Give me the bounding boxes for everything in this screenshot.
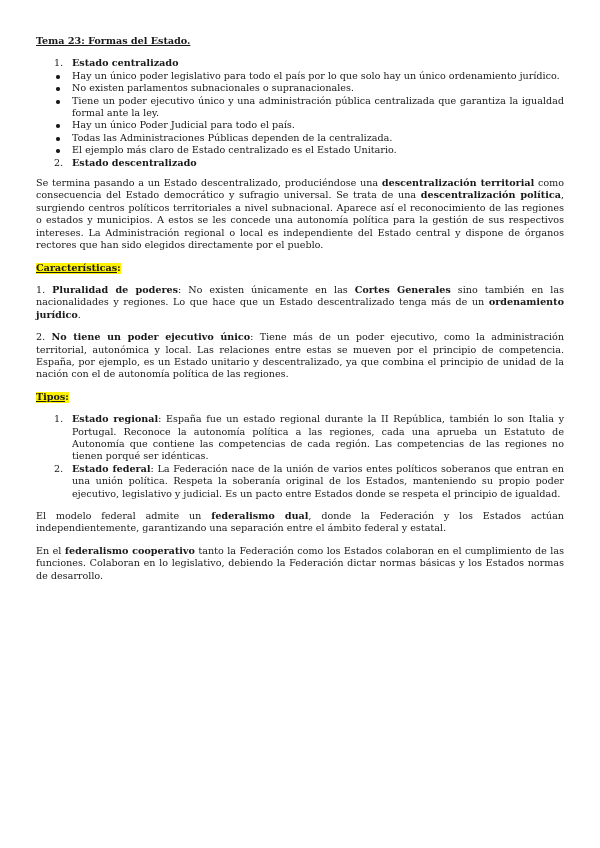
- bullet-dot: [56, 124, 60, 128]
- descentralizado-paragraph: Se termina pasando a un Estado descentralizado, produciéndose una descentralización territorial como consecuencia del Estado democrático y sufragio universal. Se trata de una descentralización política, surgiendo centros políticos territoriales a nivel subnacional. Aparece así el reconocimiento de las regiones o estados y municipios. A estos se les concede una autonomía política para la gestión de sus respectivos intereses. La Administración regional o local es independiente del Estado central y dispone de órganos rectores que han sido elegidos directamente por el pueblo.: [36, 178, 565, 252]
- tipo-item-2: 2. Estado federal: La Federación nace de la unión de varios entes políticos soberanos que entran en una unión política. Respeta la soberanía original de los Estados, manteniendo su propio poder ejecutivo, legislativo y judicial. Es un pacto entre Estados donde se respeta el principio de igualdad.: [54, 463, 564, 500]
- caracteristica-2: 2. No tiene un poder ejecutivo único: Tiene más de un poder ejecutivo, como la administración territorial, autonómica y local. Las relaciones entre estas se mueven por el principio de competencia. España, por ejemplo, es un Estado unitario y descentralizado, ya que combina el principio de unidad de la nación con el de autonomía política de las regiones.: [36, 332, 564, 381]
- section-list: [36, 58, 564, 170]
- bullet-item: Todas las Administraciones Públicas dependen de la centralizada.: [36, 133, 564, 145]
- bullet-item: Hay un único poder legislativo para todo el país por lo que solo hay un único ordenamiento jurídico.: [36, 71, 564, 83]
- bullet-dot: [56, 149, 60, 153]
- bullet-item: El ejemplo más claro de Estado centralizado es el Estado Unitario.: [36, 145, 564, 157]
- bullet-item: Tiene un poder ejecutivo único y una administración pública centralizada que garantiza la igualdad formal ante la ley.: [36, 96, 564, 121]
- federalismo-cooperativo-paragraph: En el federalismo cooperativo tanto la Federación como los Estados colaboran en el cumplimiento de las funciones. Colaboran en lo legislativo, debiendo la Federación dictar normas básicas y los Estados normas de desarrollo.: [36, 545, 565, 582]
- bullet-item: Hay un único Poder Judicial para todo el país.: [36, 120, 564, 132]
- section-1-heading: [36, 58, 564, 70]
- caracteristica-1: 1. Pluralidad de poderes: No existen únicamente en las Cortes Generales sino también en las nacionalidades y regiones. Lo que hace que un Estado descentralizado tenga más de un ordenamiento jurídico.: [36, 284, 565, 321]
- bullet-dot: [56, 75, 60, 79]
- bullet-dot: [56, 87, 60, 91]
- section-1-number: 1.: [54, 58, 64, 70]
- tipo-item-1: 1. Estado regional: España fue un estado regional durante la II República, también lo son Italia y Portugal. Reconoce la autonomía política a las regiones, cada una aprueba un Estatuto de Autonomía que contiene las competencias de cada región. Las competencias de las regiones no tienen porqué ser idénticas.: [54, 414, 564, 463]
- section-2-heading: [36, 158, 564, 170]
- bullet-dot: [56, 137, 60, 141]
- bullet-dot: [56, 100, 60, 104]
- section-2-number: 2.: [54, 157, 64, 169]
- tipos-list: [36, 414, 564, 501]
- centralizado-bullets: [36, 71, 564, 158]
- tipos-heading: Tipos:: [36, 391, 69, 403]
- caracteristicas-heading: Características:: [36, 262, 121, 274]
- federalismo-dual-paragraph: El modelo federal admite un federalismo dual, donde la Federación y los Estados actúan independientemente, garantizando una separación entre el ámbito federal y estatal.: [36, 511, 564, 535]
- page-title: Tema 23: Formas del Estado.: [36, 36, 191, 47]
- bullet-item: No existen parlamentos subnacionales o supranacionales.: [36, 83, 564, 95]
- section-2-title: Estado descentralizado: [72, 157, 197, 169]
- section-1-title: Estado centralizado: [72, 58, 179, 70]
